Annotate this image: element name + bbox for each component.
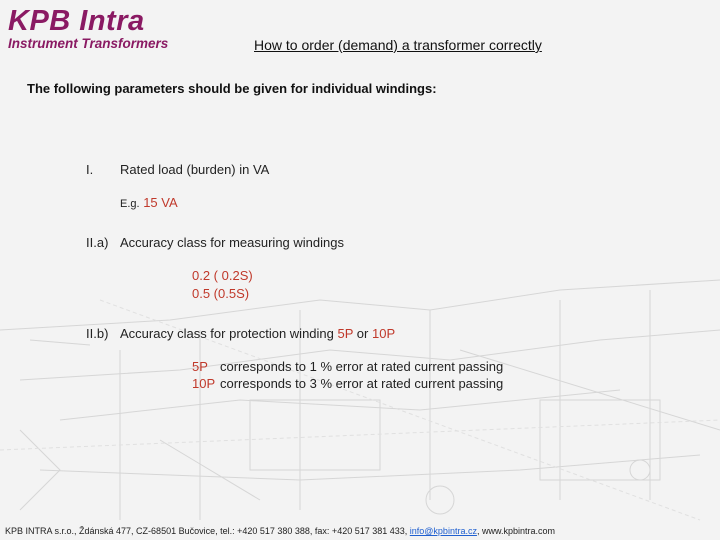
note-5p-code: 5P (192, 359, 208, 374)
page-title: How to order (demand) a transformer correctly (254, 37, 542, 53)
logo-sub-text: Instrument Transformers (8, 36, 169, 51)
logo-main-text: KPB Intra (8, 5, 145, 37)
example-value: 15 VA (143, 195, 178, 210)
note-10p-code: 10P (192, 376, 216, 391)
accuracy-value-1: 0.2 ( 0.2S) (192, 268, 253, 283)
item-iib-number: II.b) (86, 326, 109, 341)
note-10p-text: corresponds to 3 % error at rated current passing (220, 376, 504, 391)
item-iib-line (120, 326, 395, 341)
option-10p: 10P (371, 326, 396, 341)
item-iia-number: II.a) (86, 235, 109, 250)
example-prefix: E.g. (120, 198, 140, 210)
intro-text: The following parameters should be given for individual windings: (27, 81, 437, 96)
note-10p (192, 376, 503, 391)
option-5p: 5P (337, 326, 354, 341)
footer-email-link[interactable]: info@kpbintra.cz (409, 526, 477, 536)
company-logo (8, 6, 168, 51)
footer-web: , www.kpbintra.com (476, 526, 555, 536)
item-i-text: Rated load (burden) in VA (120, 162, 270, 177)
item-i-example (120, 195, 178, 210)
note-5p-text: corresponds to 1 % error at rated current passing (220, 359, 504, 374)
footer (5, 526, 555, 536)
option-or: or (356, 326, 369, 341)
item-iia-text: Accuracy class for measuring windings (120, 235, 344, 250)
item-iib-text: Accuracy class for protection winding (120, 326, 334, 341)
item-i-number: I. (86, 162, 94, 177)
accuracy-value-2: 0.5 (0.5S) (192, 286, 250, 301)
note-5p (192, 359, 503, 374)
footer-company: KPB INTRA s.r.o., Ždánská 477, CZ-68501 Bučovice, tel.: +420 517 380 388, fax: +420 517 381 433, (5, 526, 408, 536)
